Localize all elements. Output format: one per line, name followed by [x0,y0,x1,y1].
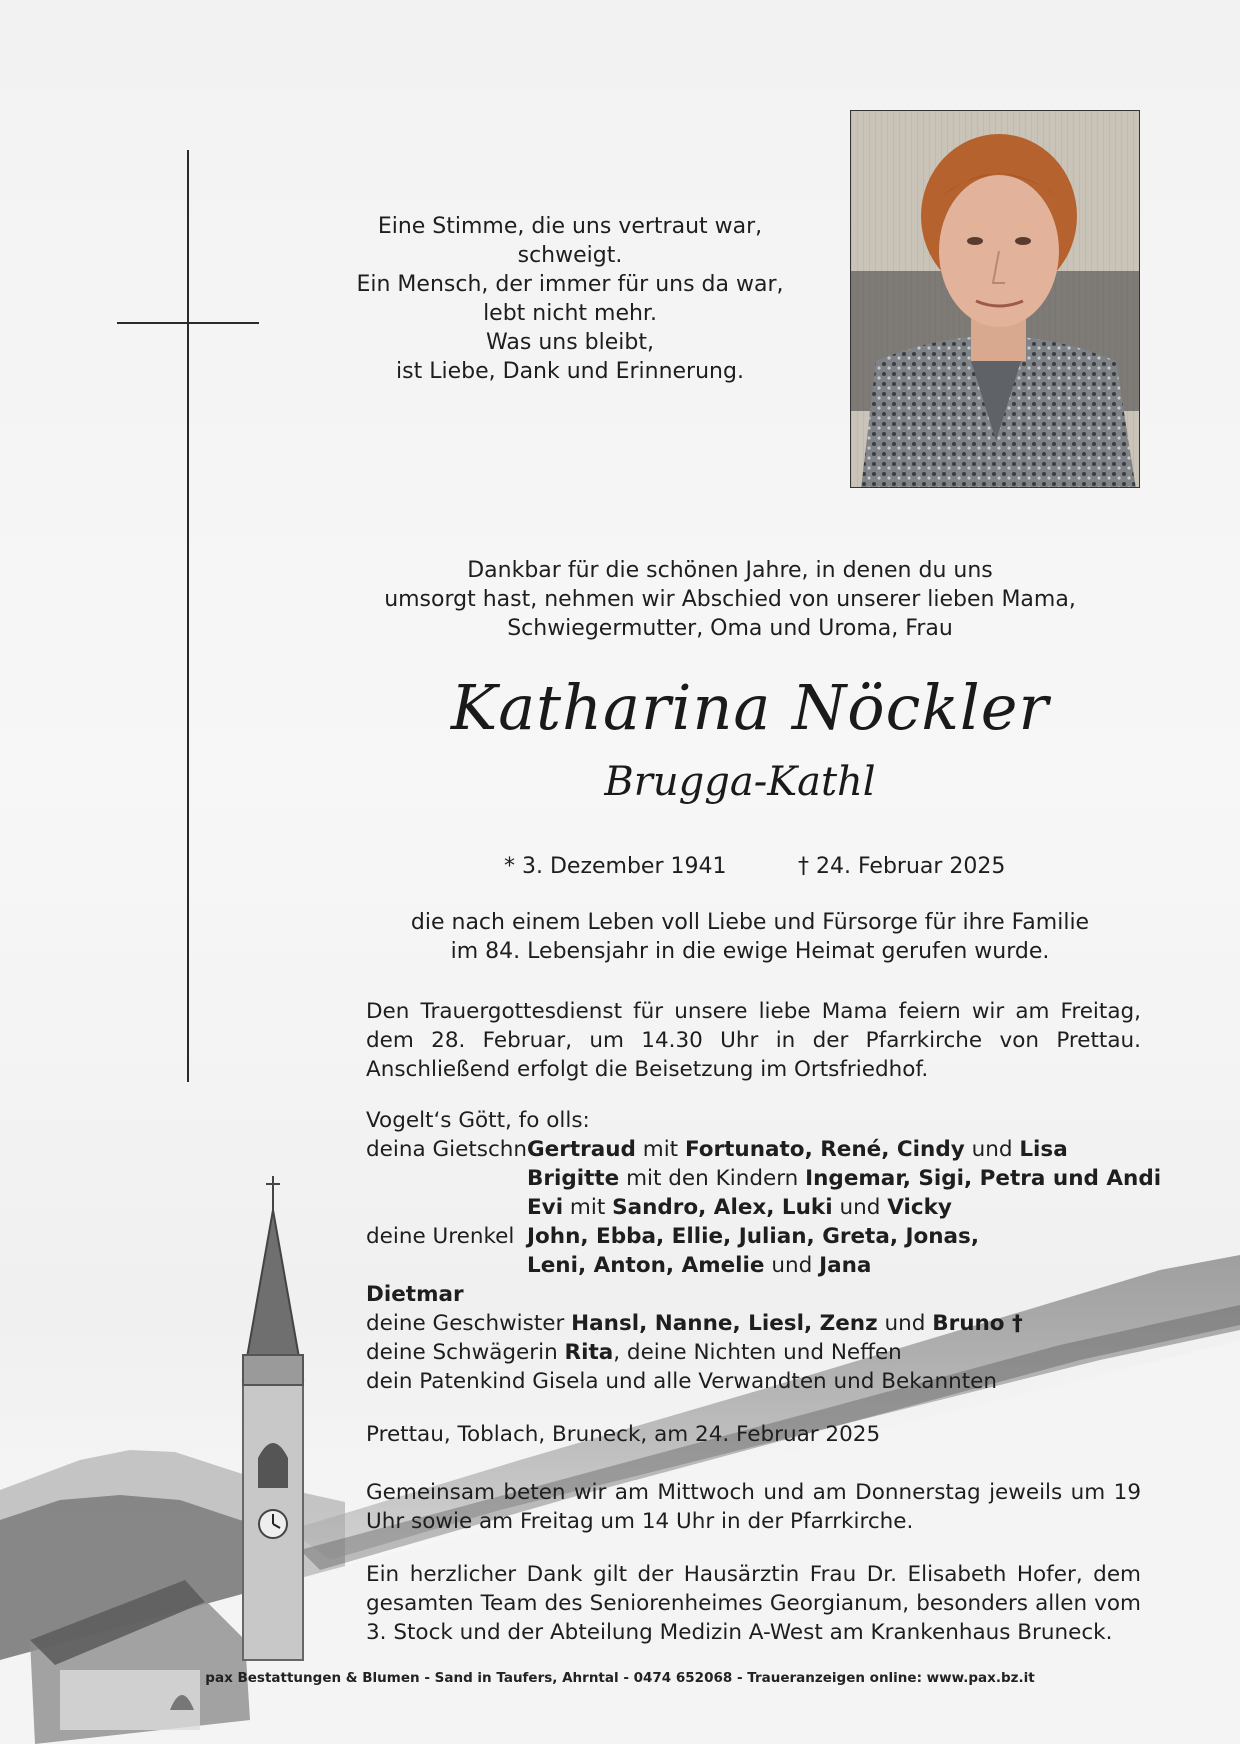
memorial-verse [330,212,810,386]
connector: und [964,1137,1020,1162]
great-grandchildren-label: deine Urenkel [366,1224,515,1249]
connector: und [877,1311,933,1336]
mourners-son [366,1280,1141,1309]
connector: mit [563,1195,613,1220]
verse-line: Eine Stimme, die uns vertraut war, [377,214,763,239]
mourners-great-grandchildren-cont [366,1251,1141,1280]
family-names: Leni, Anton, Amelie [527,1253,765,1278]
thanks-notice: Ein herzlicher Dank gilt der Hausärztin Frau Dr. Elisabeth Hofer, dem gesamten Team des Seniorenheimes Georgianum, besonders allen vom 3. Stock und der Abteilung Medizin A-West am Krankenhaus Bruneck. [366,1562,1141,1645]
cross-horizontal-bar [117,322,259,324]
connector: mit den Kindern [619,1166,806,1191]
connector: und [764,1253,820,1278]
funeral-service-text: Den Trauergottesdienst für unsere liebe Mama feiern wir am Freitag, dem 28. Februar, um 14.30 Uhr in der Pfarrkirche von Prettau. Anschließend erfolgt die Beisetzung im Ortsfriedhof. [366,999,1141,1082]
portrait-photo [850,110,1140,488]
family-names: Rita [564,1340,614,1365]
verse-line: schweigt. [517,243,623,268]
family-names: Jana [819,1253,872,1278]
intro-line: Dankbar für die schönen Jahre, in denen du uns [467,558,993,583]
mourners-daughter-3 [366,1193,1141,1222]
connector: und [832,1195,888,1220]
mourners-daughter-2 [366,1164,1162,1193]
birth-date: * 3. Dezember 1941 [504,854,727,879]
daughter-name: Evi [527,1195,564,1220]
prayer-notice: Gemeinsam beten wir am Mittwoch und am Donnerstag jeweils um 19 Uhr sowie am Freitag um 14 Uhr in der Pfarrkirche. [366,1480,1141,1534]
family-names: Hansl, Nanne, Liesl, Zenz [571,1311,878,1336]
mourners-daughter-1 [366,1135,1141,1164]
passing-statement [380,908,1120,966]
opening-text: Vogelt‘s Gött, fo olls: [366,1108,590,1133]
family-names: Vicky [887,1195,952,1220]
connector: mit [635,1137,685,1162]
family-names: Lisa [1019,1137,1068,1162]
passing-line: die nach einem Leben voll Liebe und Fürsorge für ihre Familie [410,910,1090,935]
verse-line: Was uns bleibt, [486,330,654,355]
intro-line: Schwiegermutter, Oma und Uroma, Frau [507,616,953,641]
siblings-label: deine Geschwister [366,1311,572,1336]
godchild-text: dein Patenkind Gisela und alle Verwandten und Bekannten [366,1369,998,1394]
intro-line: umsorgt hast, nehmen wir Abschied von unserer lieben Mama, [384,587,1076,612]
mourners-sister-in-law [366,1338,1141,1367]
mourners-godchild [366,1367,1141,1396]
verse-line: ist Liebe, Dank und Erinnerung. [396,359,744,384]
cross-vertical-bar [187,150,189,1082]
verse-line: lebt nicht mehr. [483,301,657,326]
daughter-name: Brigitte [527,1166,620,1191]
family-names: Fortunato, René, Cindy [684,1137,965,1162]
deceased-name: Katharina Nöckler [450,671,1050,744]
verse-line: Ein Mensch, der immer für uns da war, [356,272,784,297]
mourners-siblings [366,1309,1141,1338]
passing-line: im 84. Lebensjahr in die ewige Heimat gerufen wurde. [450,939,1050,964]
family-names: John, Ebba, Ellie, Julian, Greta, Jonas, [527,1224,980,1249]
mourners-list [366,1106,1162,1396]
daughter-name: Gertraud [527,1137,636,1162]
daughters-label: deina Gietschn [366,1137,528,1162]
mourners-great-grandchildren [366,1222,1141,1251]
mourners-opening [366,1106,1141,1135]
place-and-date: Prettau, Toblach, Bruneck, am 24. Februar 2025 [366,1422,881,1447]
family-names: Bruno † [932,1311,1023,1336]
family-names: Ingemar, Sigi, Petra und Andi [805,1166,1162,1191]
family-names: Sandro, Alex, Luki [612,1195,833,1220]
son-name: Dietmar [366,1282,464,1307]
deceased-nickname: Brugga-Kathl [604,759,876,805]
family-rest: , deine Nichten und Neffen [613,1340,902,1365]
farewell-intro [370,556,1090,643]
funeral-home-footer: pax Bestattungen & Blumen - Sand in Taufers, Ahrntal - 0474 652068 - Traueranzeigen online: www.pax.bz.it [205,1670,1035,1686]
sister-in-law-label: deine Schwägerin [366,1340,565,1365]
death-date: † 24. Februar 2025 [798,854,1006,879]
